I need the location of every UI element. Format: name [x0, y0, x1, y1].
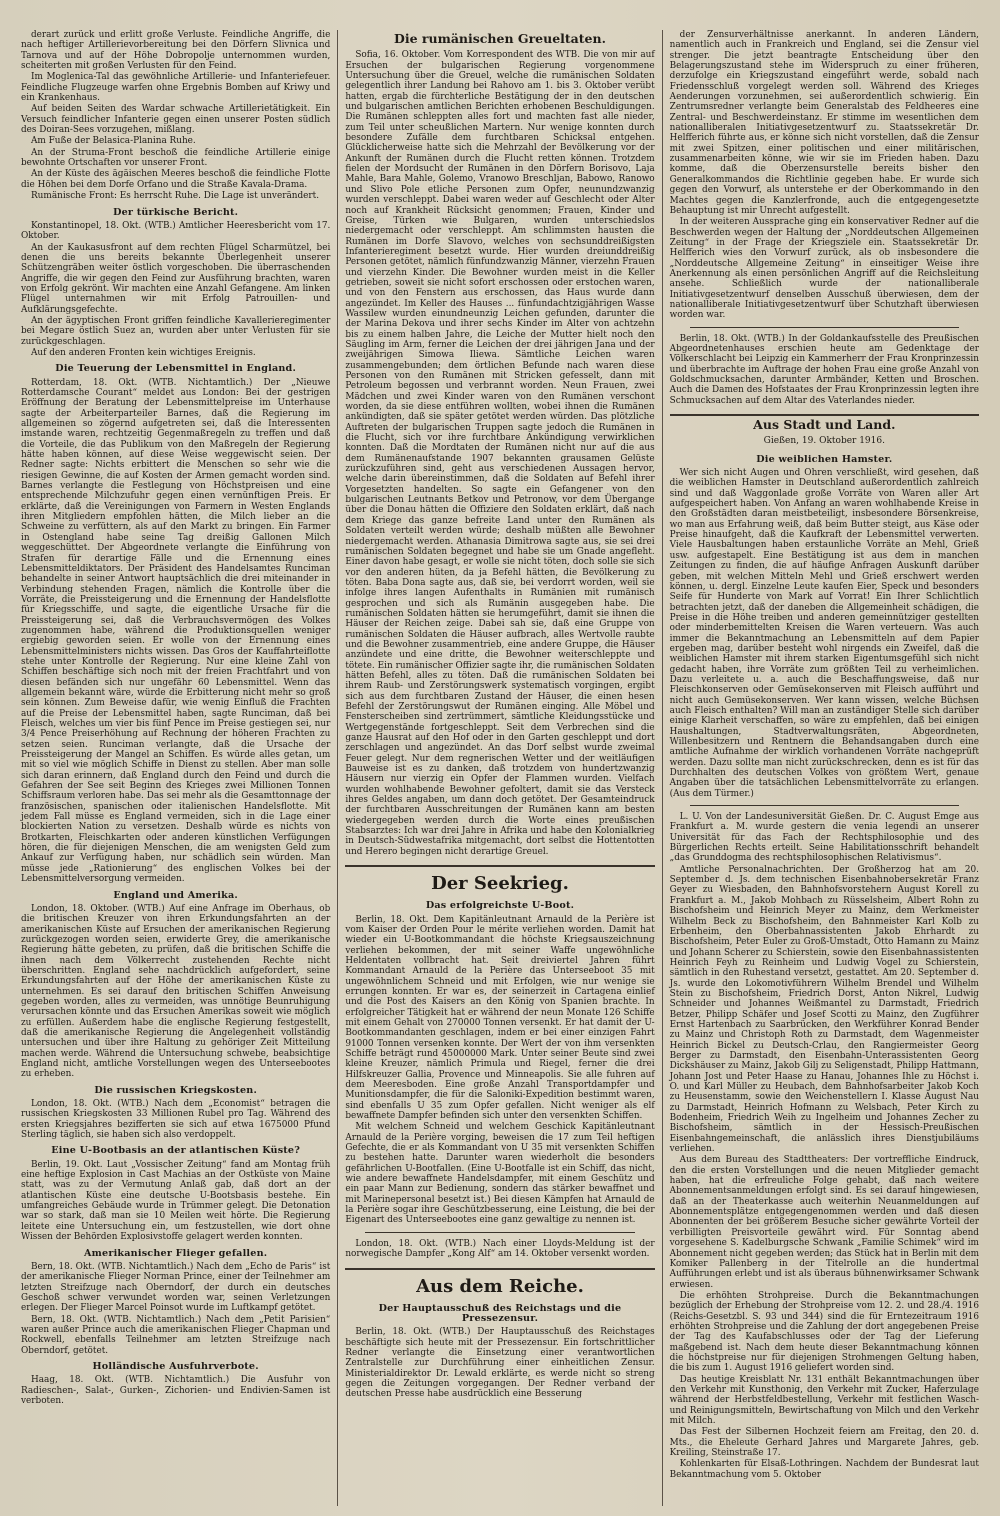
paragraph: Haag, 18. Okt. (WTB. Nichtamtlich.) Die Ausfuhr von Radieschen-, Salat-, Gurken-, Zichorien- und Endivien-Samen ist verboten. [21, 1375, 331, 1406]
divider [690, 327, 959, 328]
paragraph: Berlin, 19. Okt. Laut „Vossischer Zeitung“ fand am Montag früh eine heftige Explosion in Cast Machias an der Ostküste von Maine statt, was zu der Vermutung Anlaß gab, daß dort an der atlantischen Küste eine deutsche U-Bootsbasis bestehe. Ein umfangreiches Gebäude wurde in Trümmer gelegt. Die Detonation war so stark, daß man sie 10 Meilen weit hörte. Die Regierung leitete eine Untersuchung ein, um festzustellen, wie dort ohne Wissen der Behörden Explosivstoffe gelagert werden konnten. [21, 1159, 331, 1243]
columns [14, 30, 986, 1506]
headline-greuel: Die rumänischen Greueltaten. [394, 31, 606, 46]
paragraph: Auf beiden Seiten des Wardar schwache Artillerietätigkeit. Ein Versuch feindlicher Infanterie gegen einen unserer Posten südlich des Doiran-Sees vorzugehen, mißlang. [21, 104, 331, 136]
paragraph: Rotterdam, 18. Okt. (WTB. Nichtamtlich.) Der „Nieuwe Rotterdamsche Courant“ meldet aus London: Bei der gestrigen Eröffnung der Beratung der Lebensmittelpreise im Unterhause sagte der Arbeiterparteiler Barnes, daß die Regierung im allgemeinen so zögernd aufgetreten sei, daß die Interessenten imstande waren, rechtzeitig Gegenmaßregeln zu treffen und daß die Vorteile, die das Publikum von den Maßregeln der Regierung hätte haben können, auf diese Weise weggewischt seien. Der Redner sagte: Nichts erbittert die Menschen so sehr wie die riesigen Gewinne, die auf Kosten der Armen gemacht worden sind. Barnes verlangte die Festlegung von Höchstpreisen und eine entsprechende Milchzufuhr gegen einen vernünftigen Preis. Er erklärte, daß die Vereinigungen von Farmern in Westen Englands ihren Mitgliedern empfohlen hätten, die Milch lieber an die Schweine zu verfüttern, als auf den Markt zu bringen. Ein Farmer in Ostengland habe seine Tag dreißig Gallonen Milch weggeschüttet. Der Abgeordnete verlangte die Einführung von Strafen für derartige Fälle und die Ernennung eines Lebensmitteldiktators. Der Präsident des Handelsamtes Runciman behandelte in seiner Antwort hauptsächlich die drei miteinander in Verbindung stehenden Fragen, nämlich die Kontrolle über die Vorräte, die Preissteigerung und die Ernennung der Handelsflotte für Kriegsschiffe, und sagte, die eigentliche Ursache für die Preissteigerung sei, daß die Verbrauchsvermögen des Volkes zugenommen habe, während die Produktionsquellen weniger ergiebig geworden seien. Er wolle von der Ernennung eines Lebensmittelministers nichts wissen. Das Gros der Kauffahrteiflotte stehe unter Kontrolle der Regierung. Nur eine kleine Zahl von Schiffen beschäftige sich noch mit der freien Frachtfahrt und von diesen befänden sich nur ungefähr 60 Lebensmittel. Wenn das allgemein bekannt wäre, würde die Erbitterung nicht mehr so groß sein können. Zum Beweise dafür, wie wenig Einfluß die Frachten auf die Preise der Lebensmittel haben, sagte Runciman, daß bei Fleisch, welches um vier bis fünf Pence im Preise gestiegen sei, nur 3/4 Pence Preiserhöhung auf Rechnung der höheren Frachten zu setzen seien. Runciman verlangte, daß die Ursache der Preissteigerung der Mangel an Schiffen. Es würde alles getan, um mit so viel wie möglich Schiffe in Dienst zu stellen. Aber man solle sich daran erinnern, daß England durch den Feind und durch die Gefahren der See seit Beginn des Krieges zwei Millionen Tonnen Schiffsraum verloren habe. Das sei mehr als die Gesamttonnage der französischen, spanischen oder italienischen Handelsflotte. Mit jedem Fall müsse es England vermeiden, sich in die Lage einer blockierten Nation zu versetzen. Deshalb würde es nichts von Brotkarten, Fleischkarten oder anderen künstlichen Verfügungen hören, die für diejenigen Menschen, die am wenigsten Geld zum Ankauf zur Verfügung haben, nur schädlich sein würden. Man müsse jede „Rationierung“ des englischen Volkes bei der Lebensmittelversorgung vermeiden. [21, 377, 331, 885]
paragraph: Berlin, 18. Okt. Dem Kapitänleutnant Arnauld de la Perière ist vom Kaiser der Orden Pour le mérite verliehen worden. Damit hat wieder ein U-Bootkommandant die höchste Kriegsauszeichnung verliehen bekommen, der mit seiner Waffe ungewöhnliche Heldentaten vollbracht hat. Seit dreiviertel Jahren führt Kommandant Arnauld de la Perière das Unterseeboot 35 mit ungewöhnlichem Schneid und mit Erfolgen, wie nur wenige sie errungen konnten. Er war es, der seinerzeit in Cartagena einlief und die Post des Kaisers an den König von Spanien brachte. In erfolgreicher Tätigkeit hat er während der neun Monate 126 Schiffe mit einem Gehalt von 270000 Tonnen versenkt. Er hat damit der U-Bootkommandanten geschlagen, indem er bei einer einzigen Fahrt 91000 Tonnen versenken konnte. Der Wert der von ihm versenkten Schiffe beträgt rund 45000000 Mark. Unter seiner Beute sind zwei kleine Kreuzer, nämlich Primula und Riegel, ferner die drei Hilfskreuzer Gallia, Provence und Minneapolis. Sie alle fuhren auf dem Meeresboden. Eine große Anzahl Transportdampfer und Munitionsdampfer, die für die Saloniki-Expedition bestimmt waren, sind ebenfalls U 35 zum Opfer gefallen. Nicht weniger als elf bewaffnete Dampfer befinden sich unter den versenkten Schiffen. [345, 914, 655, 1122]
headline-seekrieg: Der Seekrieg. [431, 873, 569, 895]
paragraph: Mit welchem Schneid und welchem Geschick Kapitänleutnant Arnauld de la Perière vorging, beweisen die 17 zum Teil heftigen Gefechte, die er als Kommandant von U 35 mit versenkten Schiffen zu bestehen hatte. Darunter waren wiederholt die besonders gefährlichen U-Bootfallen. (Eine U-Bootfalle ist ein Schiff, das nicht, wie andere bewaffnete Handelsdampfer, mit einem Geschütz und ein paar Mann zur Bedienung, sondern das stärker bewaffnet und mit Marinepersonal besetzt ist.) Bei diesen Kämpfen hat Arnauld de la Perière sogar ihre Geschützbesserung, eine Leistung, die bei der Eigenart des Unterseebootes eine ganz gewaltige zu nennen ist. [345, 1122, 655, 1226]
paragraph: An der Struma-Front beschoß die feindliche Artillerie einige bewohnte Ortschaften vor unserer Front. [21, 147, 331, 169]
divider [690, 805, 959, 806]
headline-hamster: Die weiblichen Hamster. [756, 453, 893, 465]
divider [345, 865, 654, 867]
paragraph: Das heutige Kreisblatt Nr. 131 enthält Bekanntmachungen über den Verkehr mit Kunsthonig, den Verkehr mit Zucker, Haferzulage während der Herbstfeldbestellung, Verkehr mit festlichen Wasch- und Reinigungsmitteln, Bewirtschaftung von Milch und den Verkehr mit Milch. [669, 1374, 979, 1426]
dateline: Gießen, 19. Oktober 1916. [763, 436, 885, 447]
paragraph: Bern, 18. Okt. (WTB. Nichtamtlich.) Nach dem „Petit Parisien“ waren außer Prince auch die amerikanischen Flieger Chapman und Rockwell, ebenfalls Teilnehmer am letzten Streifzuge nach Oberndorf, getötet. [21, 1314, 331, 1356]
paragraph: Im Moglenica-Tal das gewöhnliche Artillerie- und Infanteriefeuer. Feindliche Flugzeuge warfen ohne Ergebnis Bomben auf Kriwy und ein Krankenhaus. [21, 72, 331, 104]
paragraph: An der Küste des ägäischen Meeres beschoß die feindliche Flotte die Höhen bei dem Dorfe Orfano und die Straße Kavala-Drama. [21, 169, 331, 190]
paragraph: London, 18. Okt. (WTB.) Nach einer Lloyds-Meldung ist der norwegische Dampfer „Kong Alf“ am 14. Oktober versenkt worden. [345, 1238, 655, 1260]
paragraph: Konstantinopel, 18. Okt. (WTB.) Amtlicher Heeresbericht vom 17. Oktober. [21, 220, 331, 242]
paragraph: Sofia, 16. Oktober. Vom Korrespondent des WTB. Die von mir auf Ersuchen der bulgarischen Regierung vorgenommene Untersuchung über die Greuel, welche die rumänischen Soldaten gelegentlich ihrer Landung bei Rahovo am 1. bis 3. Oktober verübt hatten, ergab die fürchterliche Bestätigung der in den deutschen und bulgarischen amtlichen Berichten erhobenen Beschuldigungen. Die Rumänen schleppten alles fort und machten fast alle nieder, zum Teil unter scheußlichen Martern. Nur wenige konnten durch besondere Zufälle dem furchtbaren Schicksal entgehen. Glücklicherweise hatte sich die Mehrzahl der Bevölkerung vor der Ankunft der Rumänen durch die Flucht retten können. Trotzdem fielen der Mordsucht der Rumänen in den Dörfern Borisovo, Laja Mahle, Bara Mahle, Golemo, Vranowo Breschljan, Babowo, Ranowo und Slivo Pole etliche Personen zum Opfer, neunundzwanzig wurden verschleppt. Dabei waren weder auf Geschlecht oder Alter noch auf Krankheit Rücksicht genommen; Frauen, Kinder und Greise, Türken wie Bulgaren, wurden unterschiedslos niedergemacht oder verschleppt. Am schlimmsten hausten die Rumänen im Dorfe Slavovo, welches von sechsunddreißigsten Infanterieregiment besetzt wurde. Hier wurden dreiunddreißig Personen getötet, nämlich fünfundzwanzig Männer, vierzehn Frauen und vierzehn Kinder. Die Bewohner wurden meist in die Keller getrieben, soweit sie nicht sofort erschossen oder erstochen waren, und von den Fenstern aus erschossen, das Haus wurde dann angezündet. Im Keller des Hauses ... fünfundachtzigjährigen Wasse Wassilew wurden einundneunzig Leichen gefunden, darunter die der Marina Dekova und ihrer sechs Kinder im Alter von achtzehn bis zu einem halben Jahre, die Leiche der Mutter hielt noch den Säugling im Arm, ferner die Leichen der drei jährigen Jana und der zweijährigen Simowa Iliewa. Sämtliche Leichen waren zusammengebunden; dem örtlichen Befunde nach waren diese Personen von den Rumänen mit Stricken gefesselt, dann mit Petroleum begossen und verbrannt worden. Neun Frauen, zwei Mädchen und zwei Kinder waren von den Rumänen verschont worden, da sie diese entführen wollten, wobei ihnen die Rumänen ankündigten, daß sie später getötet werden würden. Das plötzliche Auftreten der bulgarischen Truppen sagte jedoch die Rumänen in die Flucht, sich vor ihre furchtbare Ankündigung verwirklichen konnten. Daß die Mordtaten der Rumänen nicht nur auf die aus dem Rumänenaufstande 1907 bekannten grausamen Gelüste zurückzuführen sind, geht aus verschiedenen Aussagen hervor, welche darin übereinstimmen, daß die Soldaten auf Befehl ihrer Vorgesetzten handelten. So sagte ein Gefangener von den bulgarischen Leutnants Betkov und Petronow, vor dem Übergange über die Donau hätten die Offiziere den Soldaten erklärt, daß nach dem Kriege das ganze befreite Land unter den Rumänen als Soldaten verteilt werden würde; deshalb müßten alle Bewohner niedergemacht werden. Athanasia Dimitrowa sagte aus, sie sei drei rumänischen Soldaten begegnet und habe sie um Gnade angefleht. Einer davon habe gesagt, er wolle sie nicht töten, doch solle sie sich vor den anderen hüten, da ja Befehl hätten, die Bevölkerung zu töten. Baba Dona sagte aus, daß sie, bei verdorrt worden, weil sie infolge ihres langen Aufenthalts in Rumänien mit rumänisch gesprochen und sich als Rumänin ausgegeben habe. Die rumänischen Soldaten hätten sie herumgeführt, damit sie ihnen die Häuser der Reichen zeige. Dabei sah sie, daß eine Gruppe von rumänischen Soldaten die Häuser aufbrach, alles Wertvolle raubte und die Bewohner zusammentrieb, eine andere Gruppe, die Häuser anzündete und eine dritte, die Bewohner weiterschleppte und tötete. Ein rumänischer Offizier sagte ihr, die rumänischen Soldaten hätten Befehl, alles zu töten. Daß die rumänischen Soldaten bei ihrem Raub- und Zerstörungswerk systematisch vorgingen, ergibt sich aus dem furchtbaren Zustand der Häuser, die einen hesen Befehl der Zerstörungswut der Rumänen einging. Alle Möbel und Fensterscheiben sind zertrümmert, sämtliche Kleidungsstücke und Wertgegenstände fortgeschleppt. Seit dem Verbrechen sind die ganze Hausrat auf den Hof oder in den Garten geschleppt und dort zerschlagen und angezündet. An das Dorf selbst wurde zweimal Feuer gelegt. Nur dem regnerischen Wetter und der weitläufigen Bauweise ist es zu danken, daß trotzdem von hundertzwanzig Häusern nur vierzig ein Opfer der Flammen wurden. Vielfach wurden wohlhabende Bewohner gefoltert, damit sie das Versteck ihres Geldes angaben, um dann doch getötet. Der Gesamteindruck der furchtbaren Ausschreitungen der Rumänen kann am besten wiedergegeben werden durch die Worte eines preußischen Stabsarztes: Ich war drei Jahre in Afrika und habe den Kolonialkrieg in Deutsch-Südwestafrika mitgemacht, dort selbst die Hottentotten und Herero begingen nicht derartige Greuel. [345, 50, 655, 857]
divider [365, 1232, 634, 1233]
headline-tuerk: Der türkische Bericht. [113, 206, 239, 218]
paragraph: Das Fest der Silbernen Hochzeit feiern am Freitag, den 20. d. Mts., die Eheleute Gerhard Jahres und Margarete Jahres, geb. Kreiling, Steinstraße 17. [669, 1427, 979, 1459]
paragraph: Auf den anderen Fronten kein wichtiges Ereignis. [31, 347, 256, 358]
column-3 [662, 30, 986, 1506]
paragraph: der Zensurverhältnisse anerkannt. In anderen Ländern, namentlich auch in Frankreich und England, sei die Zensur viel strenger. Die jetzt beantragte Entscheidung über den Belagerungszustand stehe im Widerspruch zu einer früheren, derzufolge ein Kriegszustand eingeführt werde, sobald nach Friedensschluß vorgelegt werden soll. Während des Krieges Aenderungen vorzunehmen, sei außerordentlich schwierig. Ein Zentrumsredner verlangte beim Generalstab des Feldheeres eine Zentral- und Beschwerdeinstanz. Er stimme im wesentlichen dem nationalliberalen Initiativgesetzentwurf zu. Staatssekretär Dr. Helfferich führte aus, er könne sich nicht vorstellen, daß die Zensur mit zwei Spitzen, einer politischen und einer militärischen, zusammenarbeiten könne, wie wir sie im Frieden haben. Dazu komme, daß die Oberzensurstelle bereits bisher den Generalkommandos die Richtlinie gegeben habe. Er wurde sich gegen den Vorwurf, als unterstehe er der Oberkommando in den Machtes gegen die Kanzlerfronde, auch die entgegengesetzte Behauptung ist mir Unrecht aufgestellt. [669, 30, 979, 216]
headline-amerika: England und Amerika. [113, 889, 238, 901]
divider [670, 414, 979, 416]
paragraph: Bern, 18. Okt. (WTB. Nichtamtlich.) Nach dem „Echo de Paris“ ist der amerikanische Flieger Norman Prince, einer der Teilnehmer am letzten Streifzuge nach Oberndorf, der durch ein deutsches Geschoß schwer verwundet worden war, seinen Verletzungen erlegen. Der Flieger Marcel Poinsot wurde im Luftkampf getötet. [21, 1261, 331, 1314]
paragraph: Wer sich nicht Augen und Ohren verschließt, wird gesehen, daß die weiblichen Hamster in Deutschland außerordentlich zahlreich sind und daß Waggonlade große Vorräte von Waren aller Art aufgespeichert haben. Von Anfang an waren wohlhabende Kreise in den Großstädten daran meistbeteiligt, insbesondere Börsenkreise, wo man aus Erfahrung weiß, daß beim Butter steigt, aus Käse oder Preise hinaufgeht, daß die Kaufkraft der Lebensmittel verwerten. Viele Hausbaltungen haben erstaunliche Vorräte an Mehl, Grieß usw. aufgestapelt. Eine Bestätigung ist aus dem in manchen Zeitungen zu finden, die auf häufige Anfragen Auskunft darüber geben, mit welchen Mitteln Mehl und Grieß erschwert werden können, u. dergl. Einzelne Leute kaufen Eier, Speck und besonders Seife für Hunderte von Mark auf Vorrat! Ein Ihrer Schlichtlich betrachten jetzt, daß der daneben die Allgemeinheit schädigen, die Preise in die Höhe treiben und anderen gemeinnütziger gestellten oder minderbemittelten Kreisen die Waren verteuern. Was auch immer die Bekanntmachung an Lebensmitteln auf dem Papier ergeben mag, darüber besteht wohl nirgends ein Zweifel, daß die weiblichen Hamster mit ihrem starken Eigentumsgefühl sich nicht gedacht haben, ihre Vorräte zum größten Teil zu verheimlichen. Dazu verleitete u. a. auch die Beschaffungsweise, daß nur Fleischkonserven oder Gemüsekonserven mit Fleisch aufführt und nicht auch Gemüsekonserven. Wer kann wissen, welche Büchsen auch Fleisch enthalten? Will man an zuständiger Stelle sich darüber einige Klarheit verschaffen, so wäre zu empfehlen, daß bei einigen Haushaltungen, Stadtverwaltungsräten, Abgeordneten, Willenbesitzern und Rentnern die Behandsangaben durch eine amtliche Aufnahme der wirklich vorhandenen Vorräte nachgeprüft werden. Dazu sollte man nicht zurückschrecken, denn es ist für das Durchhalten des deutschen Volkes von größtem Wert, genaue Angaben über die tatsächlichen Lebensmittelvorräte zu erlangen. (Aus dem Türmer.) [669, 468, 979, 799]
paragraph: L. U. Von der Landesuniversität Gießen. Dr. C. August Emge aus Frankfurt a. M. wurde gestern die venia legendi an unserer Universität für das Fach der Rechtsphilosophie und des Bürgerlichen Rechts erteilt. Seine Habilitationsschrift behandelt „das Grunddogma des rechtsphilosophischen Relativismus“. [669, 812, 979, 864]
column-1 [14, 30, 337, 1506]
column-2 [337, 30, 661, 1506]
headline-ubase: Eine U-Bootbasis an der atlantischen Küste? [51, 1145, 301, 1157]
paragraph: An der Kaukasusfront auf dem rechten Flügel Scharmützel, bei denen die uns bereits bekannte Überlegenheit unserer Schützengräben weiter östlich vorgeschoben. Die überraschenden Angriffe, die wir gegen den Feind zur Ausführung brachten, waren von Erfolg gekrönt. Wir machten eine Anzahl Gefangene. Am linken Flügel unternahmen wir mit Erfolg Patrouillen- und Aufklärungsgefechte. [21, 242, 331, 315]
paragraph: Am Fuße der Belasica-Planina Ruhe. [31, 136, 196, 147]
paragraph: Kohlenkarten für Elsaß-Lothringen. Nachdem der Bundesrat laut Bekanntmachung vom 5. Oktober [669, 1459, 979, 1480]
headline-stadt: Aus Stadt und Land. [753, 417, 896, 433]
paragraph: Amtliche Personalnachrichten. Der Großherzog hat am 20. September d. Js. dem technischen Eisenbahnobersekretär Franz Geyer zu Wiesbaden, den Bahnhofsvorstehern August Korell zu Frankfurt a. M., Jakob Mohbach zu Rüsselsheim, Albert Rohn zu Bischofsheim und Heinrich Meyer zu Mainz, dem Werkmeister Wilhelm Beck zu Bischofsheim, den Bahnmeister Karl Kolb zu Erbenheim, den Oberbahnassistenten Jakob Ehrhardt zu Bischofsheim, Peter Euler zu Groß-Umstadt, Otto Hamann zu Mainz und Johann Scherer zu Schierstein, sowie den Eisenbahnassistenten Heinrich Feyh zu Reinheim und Ludwig Vogel zu Schierstein, sämtlich in den Ruhestand versetzt, gestattet. Am 20. September d. Js. wurde den Lokomotivführern Wilhelm Brendel und Wilhelm Stein zu Bischofsheim, Friedrich Dorst, Anton Nikrel, Ludwig Schneider und Johannes Weißmantel zu Darmstadt, Friedrich Betzer, Philipp Schäfer und Josef Scotti zu Mainz, den Zugführer Ernst Hartenbach zu Saarbrücken, den Werkführer Konrad Bender zu Mainz und Christoph Roth zu Darmstadt, dem Wagenmeister Heinrich Bickel zu Deutsch-Crlau, den Rangiermeister Georg Berger zu Darmstadt, den Eisenbahn-Unterassistenten Georg Dickshäuser zu Mainz, Jakob Gilj zu Seligenstadt, Philipp Hattmann, Johann Jost und Peter Haase zu Hanau, Johannes Ihle zu Höchst i. O. und Karl Müller zu Heubach, dem Bahnhofsarbeiter Jakob Koch zu Heusenstamm, sowie den Weichenstellern I. Klasse August Nau zu Darmstadt, Heinrich Hofmann zu Welsbach, Peter Kirch zu Bodenheim, Friedrich Weih zu Ingelheim und Johannes Zecher zu Bischofsheim, sämtlich in der Hessisch-Preußischen Eisenbahngemeinschaft, die anlässlich ihres Dienstjubiläums verliehen. [669, 864, 979, 1155]
paragraph: Rumänische Front: Es herrscht Ruhe. Die Lage ist unverändert. [31, 191, 320, 202]
headline-teuerung: Die Teuerung der Lebensmittel in England. [55, 363, 297, 375]
headline-russ: Die russischen Kriegskosten. [94, 1084, 257, 1096]
headline-uboot: Das erfolgreichste U-Boot. [425, 900, 575, 912]
paragraph: London, 18. Okt. (WTB.) Nach dem „Economist“ betragen die russischen Kriegskosten 33 Millionen Rubel pro Tag. Während des ersten Kriegsjahres bezifferten sie sich auf etwa 1675000 Pfund Sterling täglich, sie haben sich also verdoppelt. [21, 1099, 331, 1141]
headline-reiche: Aus dem Reiche. [416, 1275, 584, 1297]
paragraph: An der ägyptischen Front griffen feindliche Kavallerieregimenter bei Megare östlich Suez an, wurden aber unter Verlusten für sie zurückgeschlagen. [21, 315, 331, 347]
paragraph: Die erhöhten Strohpreise. Durch die Bekanntmachungen bezüglich der Erhebung der Strohpreise vom 12. 2. und 28./4. 1916 (Reichs-Gesetzbl. S. 93 und 344) sind die für Erntezeitraum 1916 erhöhten Strohpreise und die Zahlung der dort angegebenen Preise der Tag des Kaufabschlusses oder der Tag der Lieferung maßgebend ist. Nach dem heute dieser Bekanntmachung können die höchstpreise nur für diejenigen Strohmengen Geltung haben, die bis zum 1. August 1916 geliefert worden sind. [669, 1290, 979, 1374]
paragraph: Aus dem Bureau des Stadttheaters: Der vortreffliche Eindruck, den die ersten Vorstellungen und die neuen Mitglieder gemacht haben, hat die erfreuliche Folge gehabt, daß nach weitere Abonnementsanmeldungen erfolgt sind. Es sei darauf hingewiesen, daß an der Theaterkasse auch weiterhin Neuanmeldungen auf Abonnementsplätze entgegengenommen werden und daß diesen Abonnenten der bei größerem Besuche sicher gewährte Vorteil der verbilligten Preisvorteile gewährt wird. Für Sonntag abend vorgesehene S. Kadelburgsche Schwank „Familie Schimek“ wird im Abonnement nicht gegeben werden; das Stück hat in Berlin mit dem Komiker Pallenberg in der Titelrolle an die hundertmal Aufführungen erlebt und ist als überaus bühnenwirksamer Schwank erwiesen. [669, 1155, 979, 1290]
headline-holl: Holländische Ausfuhrverbote. [92, 1360, 259, 1372]
paragraph: In der weiteren Aussprache ging ein konservativer Redner auf die Beschwerden wegen der Haltung der „Norddeutschen Allgemeinen Zeitung“ in der Frage der Kriegsziele ein. Staatssekretär Dr. Helfferich wies den Vorwurf zurück, als ob insbesondere die „Norddeutsche Allgemeine Zeitung“ in einseitiger Weise ihre Anerkennung als einen persönlichen Angriff auf die Reichsleitung ansehe. Schließlich wurde der nationalliberale Initiativgesetzentwurf denselben Ausschuß überwiesen, dem der nationalliberale Initiativgesetzentwurf über Schutzhaft überwiesen worden war. [669, 217, 979, 321]
paragraph: derart zurück und erlitt große Verluste. Feindliche Angriffe, die nach heftiger Artillerievorbereitung bei den Dörfern Slivnica und Tarnova und auf der Höhe Dobropolje unternommen wurden, scheiterten mit großen Verlusten für den Feind. [21, 30, 331, 72]
divider [345, 1268, 654, 1270]
headline-hauptausschuss: Der Hauptausschuß des Reichstags und die Pressezensur. [378, 1302, 622, 1324]
headline-flieger: Amerikanischer Flieger gefallen. [84, 1247, 268, 1259]
paragraph: Berlin, 18. Okt. (WTB.) Der Hauptausschuß des Reichstages beschäftigte sich heute mit der Pressezensur. Ein fortschrittlicher Redner verlangte die Einsetzung einer verantwortlichen Zentralstelle zur Durchführung einer einheitlichen Zensur. Ministerialdirektor Dr. Lewald erklärte, es werde nicht so streng gegen die Zeitungen vorgegangen. Der Redner verband der deutschen Presse habe ausdrücklich eine Besserung [345, 1327, 655, 1400]
paragraph: Berlin, 18. Okt. (WTB.) In der Goldankaufsstelle des Preußischen Abgeordnetenhauses erschien heute am Gedenktage der Völkerschlacht bei Leipzig ein Kammerherr der Frau Kronprinzessin und überbrachte im Auftrage der hohen Frau eine große Anzahl von Goldschmucksachen, darunter Armbänder, Ketten und Broschen. Auch die Damen des Hofstaates der Frau Kronprinzessin legten ihre Schmucksachen auf dem Altar des Vaterlandes nieder. [669, 333, 979, 406]
paragraph: London, 18. Oktober. (WTB.) Auf eine Anfrage im Oberhaus, ob die britischen Kreuzer von ihren Erkundungsfahrten an der amerikanischen Küste auf Ersuchen der amerikanischen Regierung zurückgezogen worden seien, erwiderte Grey, die amerikanische Regierung hätte gebeten, zu prüfen, daß die britischen Schiffe die ihnen nach dem Völkerrecht zustehenden Rechte nicht überschritten. England sehe nachdrücklich aufgefordert, seine Erkundungsfahrten auf der Höhe der amerikanischen Küste zu unternehmen. Es sei darauf den britischen Schiffen Anweisung gegeben worden, alles zu vermeiden, was unnötige Beunruhigung verursachen könnte und das Ersuchen Amerikas soweit wie möglich zu erfüllen. Außerdem habe die englische Regierung festgestellt, daß die amerikanische Regierung die Angelegenheit vollständig untersuchen und über ihre Haltung zu gehöriger Zeit Mitteilung machen werde. Während die Untersuchung schwebe, beabsichtige England nicht, amtliche Vorstellungen wegen des Unterseebootes zu erheben. [21, 903, 331, 1080]
